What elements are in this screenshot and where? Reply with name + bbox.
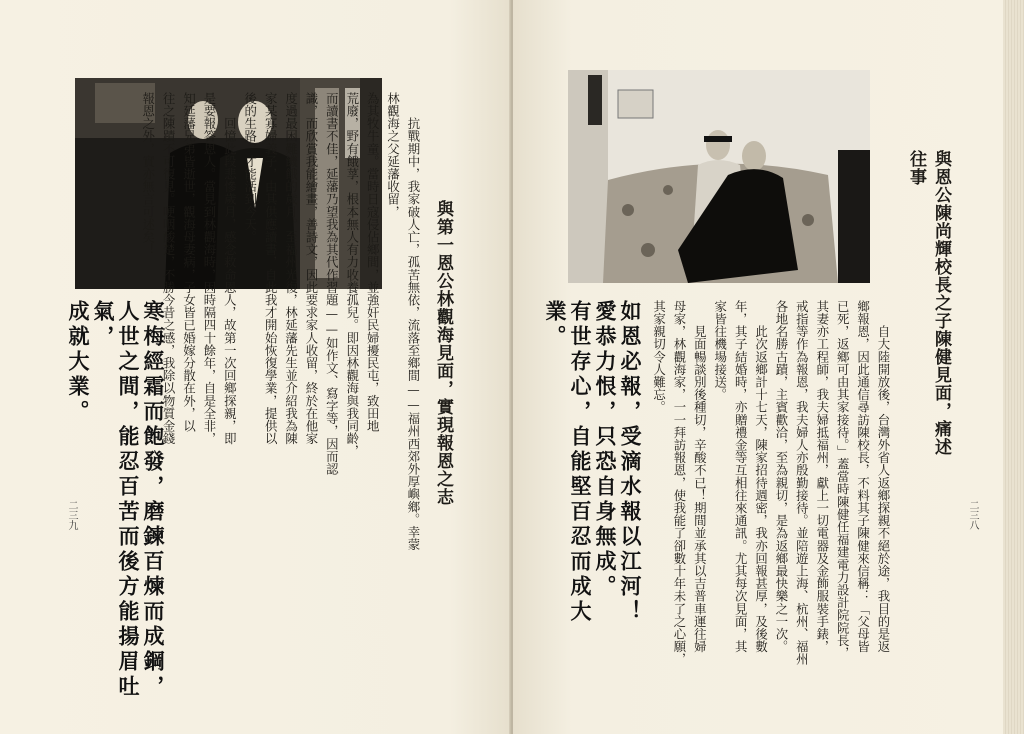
left-handwritten-quote — [66, 300, 166, 700]
left-handwriting-line-3: 成就大業。 — [66, 300, 91, 425]
right-handwriting-line-2: 愛恭力恨，只恐自身無成。 — [593, 300, 618, 600]
left-page-title: 與第一恩公林觀海見面，實現報恩之志 — [433, 200, 453, 506]
right-handwriting-line-3: 有世存心，自能堅百忍而成大業。 — [543, 300, 593, 625]
page-edges — [1003, 0, 1024, 734]
right-page-body: 自大陸開放後，台灣外省人返鄉探親不絕於途，我目的是返 鄉報恩，因此通信尋訪陳校長，不料其子陳健來信稱：「父母皆 已死，返鄉可由其家接待。」蓋當時陳健任福建電力設計院院長， 其妻亦工程師，我夫婦抵福州，獻上一切電器及金飾服裝手錶， 戒指等作為報恩，我夫婦人亦殷勤接待。並陪遊上海、杭州、福州 各地名勝古蹟，主賓歡洽，至為親切，是為返鄉最快樂之一次。 此次返鄉計十七天，陳家招待週密，我亦回報甚厚，及後數 年，其子結婚時，亦贈禮金等互相往來通訊。尤其每次見面，其 家皆往機場接送。 見面暢談別後種切，辛酸不已！期間並承其以吉普車運往婦 母家，林觀海家，一一拜訪報恩，使我能了卻數十年未了之心願， 其家親切令人難忘。 — [651, 300, 891, 666]
right-page — [513, 0, 1003, 734]
photo-two-men-seated — [568, 70, 870, 283]
right-handwriting-line-1: 如恩必報，受滴水報以江河！ — [618, 300, 643, 625]
right-page-number: 二三八 — [967, 500, 978, 530]
left-handwriting-line-2: 人世之間，能忍百苦而後方能揚眉吐氣， — [91, 300, 141, 700]
right-page-title: 與恩公陳尚輝校長之子陳健見面，痛述往事 — [906, 150, 951, 456]
left-page-body: 抗戰期中，我家破人亡，孤苦無依，流落至鄉間——福州西郊外厚嶼鄉。幸蒙林觀海之父延藩收留， 為其牧牛童。當時日寇侵佔鄉間，並強奸民婦擾民屯，致田地 荒廢，野有餓莩，根本無人有力收養孤兒。即因林觀海與我同齡， 而讀書不佳，延藩乃望我為其代作習題——如作文、寫字等，因而認 識，而欣賞我能繪畫，善詩文，因此要求家人收留，終於在他家 度過最困難饑餓的歲月。至福州光復，林延藩先生並介紹我為陳 家某寡婦義子，由其供應讀書，自此我才開始恢復學業，提供以 後的生路，才能活到今天。 回憶此段悲慘歲月，感念救命恩人，故第一次回鄉探親，即 是要報答恩人。當見到林觀海時，因時隔四十餘年，自是全非， 知延藩兄弟皆逝世，觀海母妻病，子女皆已婚嫁分散在外，以 往之陳蹟不可復見。哽咽酸楚，不勝今昔之感，我除以物質金錢 報恩之外，實亦無言可述矣！ — [140, 92, 421, 551]
right-handwritten-quote — [543, 300, 643, 660]
left-page — [0, 0, 511, 734]
left-page-number: 二三九 — [66, 500, 77, 530]
left-handwriting-line-1: 寒梅經霜而飽發，磨鍊百煉而成鋼， — [141, 300, 166, 700]
